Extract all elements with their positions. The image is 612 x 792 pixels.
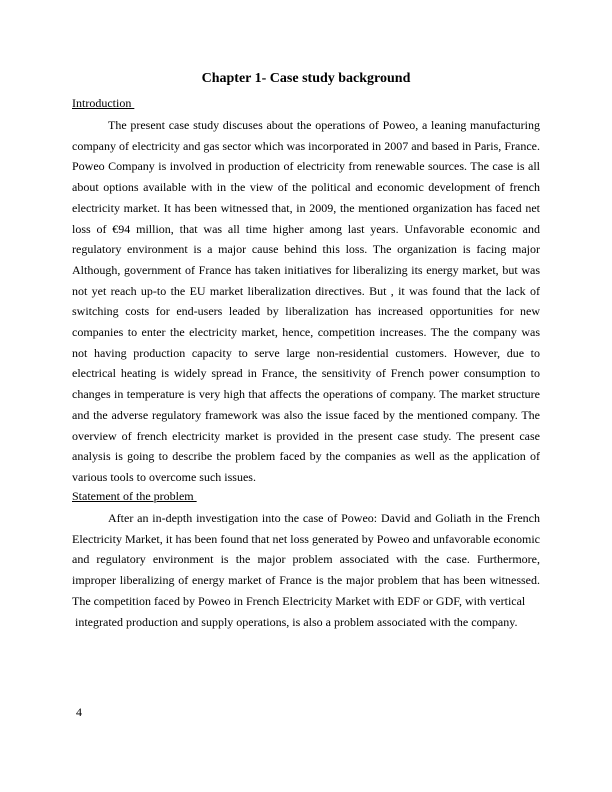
text-line: Electricity Market, it has been found that net loss generated by Poweo and unfavorable economic [72, 531, 540, 546]
text-line: various tools to overcome such issues. [72, 469, 256, 484]
text-line: companies to enter the electricity market, hence, competition increases. The the company was [72, 325, 540, 339]
text-line: improper liberalizing of energy market of France is the major problem that has been witnessed. [72, 573, 540, 588]
text-line: about options available with in the view of the political and economic development of french [72, 180, 540, 195]
text-line: not having production capacity to serve large non-residential customers. However, due to [72, 345, 540, 360]
section-heading-statement-of-problem: Statement of the problem [72, 489, 197, 503]
text-line: not yet reach up-to the EU market liberalization directives. But , it was found that the lack of [72, 283, 540, 298]
text-line: loss of €94 million, that was all time higher among last years. Unfavorable economic and [72, 221, 540, 236]
text-line: and regulatory environment is the major problem associated with the case. Furthermore, [72, 552, 540, 567]
text-line: Poweo Company is involved in production of electricity from renewable sources. The case is all [72, 159, 540, 174]
text-line: The present case study discuses about the operations of Poweo, a leaning manufacturing [108, 118, 540, 132]
text-line: After an in-depth investigation into the case of Poweo: David and Goliath in the French [108, 511, 540, 525]
text-line: regulatory environment is a major cause behind this loss. The organization is facing major [72, 242, 540, 257]
text-line: and the adverse regulatory framework was also the issue faced by the mentioned company. The [72, 407, 540, 422]
text-line: integrated production and supply operations, is also a problem associated with the company. [72, 614, 518, 629]
text-line: overview of french electricity market is provided in the present case study. The present case [72, 428, 540, 443]
text-line: switching costs for end-users leaded by liberalization has increased opportunities for new [72, 304, 540, 319]
chapter-title: Chapter 1- Case study background [201, 71, 411, 86]
text-line: analysis is going to describe the problem faced by the companies as well as the application of [72, 449, 540, 464]
page-number: 4 [76, 705, 82, 719]
text-line: Although, government of France has taken initiatives for liberalizing its energy market, but was [72, 262, 540, 277]
text-line: electricity market. It has been witnessed that, in 2009, the mentioned organization has faced net [72, 200, 540, 215]
text-line: changes in temperature is very high that affects the operations of company. The market structure [72, 387, 540, 402]
text-line: company of electricity and gas sector which was incorporated in 2007 and based in Paris, France. [72, 138, 540, 153]
text-line: The competition faced by Poweo in French Electricity Market with EDF or GDF, with vertical [72, 593, 526, 608]
text-line: electrical heating is widely spread in France, the sensitivity of French power consumption to [72, 366, 540, 381]
section-heading-introduction: Introduction [72, 96, 135, 110]
